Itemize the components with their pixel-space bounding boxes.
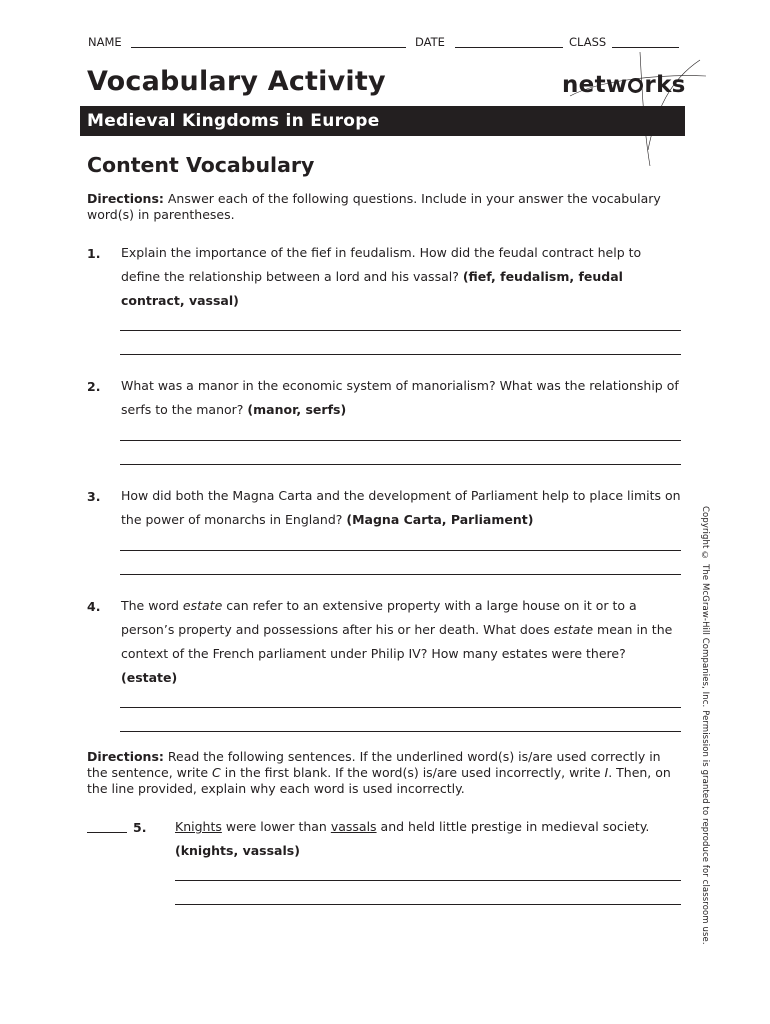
question-4-term-italic-b: estate <box>553 622 594 637</box>
question-2-answer-line-1[interactable] <box>120 440 681 441</box>
question-2-answer-line-2[interactable] <box>120 464 681 465</box>
directions-2-italic-c: C <box>212 765 221 780</box>
question-4-terms: (estate) <box>121 670 178 685</box>
logo-text-start: netw <box>562 72 628 98</box>
question-4-prompt-c: mean in the context of the French parliament under Philip IV? How many estates were there? <box>121 622 673 661</box>
name-label: NAME <box>88 35 122 49</box>
copyright-notice: Copyright © The McGraw-Hill Companies, Inc. Permission is granted to reproduce for classroom use. <box>700 506 710 945</box>
question-1-terms: (fief, feudalism, feudal contract, vassal) <box>121 269 623 308</box>
question-3-number: 3. <box>87 489 101 504</box>
question-2-terms: (manor, serfs) <box>247 402 347 417</box>
section-title: Content Vocabulary <box>87 153 315 177</box>
question-3-answer-line-1[interactable] <box>120 550 681 551</box>
directions-1-label: Directions: <box>87 191 164 206</box>
question-4-answer-line-1[interactable] <box>120 707 681 708</box>
logo-o-circle-icon <box>628 78 643 93</box>
question-5-answer-line-1[interactable] <box>175 880 681 881</box>
class-blank-line[interactable] <box>612 47 679 48</box>
question-2-number: 2. <box>87 379 101 394</box>
question-5-terms: (knights, vassals) <box>175 843 300 858</box>
directions-1 <box>87 191 683 223</box>
networks-logo <box>562 72 686 98</box>
question-5-number: 5. <box>133 820 147 835</box>
directions-1-text: Answer each of the following questions. Include in your answer the vocabulary word(s) in parentheses. <box>87 191 661 222</box>
question-5-c-or-i-blank[interactable] <box>87 832 127 833</box>
question-4-number: 4. <box>87 599 101 614</box>
date-label: DATE <box>415 35 445 49</box>
question-4-answer-line-2[interactable] <box>120 731 681 732</box>
page-title: Vocabulary Activity <box>87 66 386 97</box>
question-4-text <box>121 594 683 690</box>
date-blank-line[interactable] <box>455 47 563 48</box>
question-2-text <box>121 374 683 422</box>
question-1-number: 1. <box>87 246 101 261</box>
question-1-answer-line-1[interactable] <box>120 330 681 331</box>
page-subtitle: Medieval Kingdoms in Europe <box>87 111 380 131</box>
question-3-prompt: How did both the Magna Carta and the development of Parliament help to place limits on the power of monarchs in England? <box>121 488 681 527</box>
question-4-prompt-b: can refer to an extensive property with a large house on it or to a person’s property and possessions after his or her death. What does <box>121 598 637 637</box>
question-3-answer-line-2[interactable] <box>120 574 681 575</box>
question-5-text <box>175 815 683 863</box>
directions-2-text-c: . Then, on the line provided, explain why each word is used incorrectly. <box>87 765 671 796</box>
question-3-text <box>121 484 683 532</box>
question-5-mid-text: were lower than <box>221 819 331 834</box>
question-5-rest-text: and held little prestige in medieval society. <box>376 819 650 834</box>
logo-text-end: rks <box>644 72 686 98</box>
question-5-answer-line-2[interactable] <box>175 904 681 905</box>
question-5-underlined-word-2: vassals <box>330 819 377 834</box>
question-2-prompt: What was a manor in the economic system of manorialism? What was the relationship of serfs to the manor? <box>121 378 679 417</box>
name-blank-line[interactable] <box>131 47 406 48</box>
directions-2-label: Directions: <box>87 749 164 764</box>
directions-2-text-a: Read the following sentences. If the underlined word(s) is/are used correctly in the sentence, write <box>87 749 661 780</box>
class-label: CLASS <box>569 35 607 49</box>
question-4-prompt-a: The word <box>121 598 183 613</box>
question-1-answer-line-2[interactable] <box>120 354 681 355</box>
directions-2 <box>87 749 685 797</box>
question-1-prompt: Explain the importance of the fief in feudalism. How did the feudal contract help to define the relationship between a lord and his vassal? <box>121 245 642 284</box>
question-4-term-italic-a: estate <box>182 598 223 613</box>
question-3-terms: (Magna Carta, Parliament) <box>346 512 534 527</box>
directions-2-text-b: in the first blank. If the word(s) is/are used incorrectly, write <box>220 765 605 780</box>
question-5-underlined-word-1: Knights <box>175 819 222 834</box>
directions-2-italic-i: I <box>604 765 609 780</box>
question-1-text <box>121 241 683 313</box>
